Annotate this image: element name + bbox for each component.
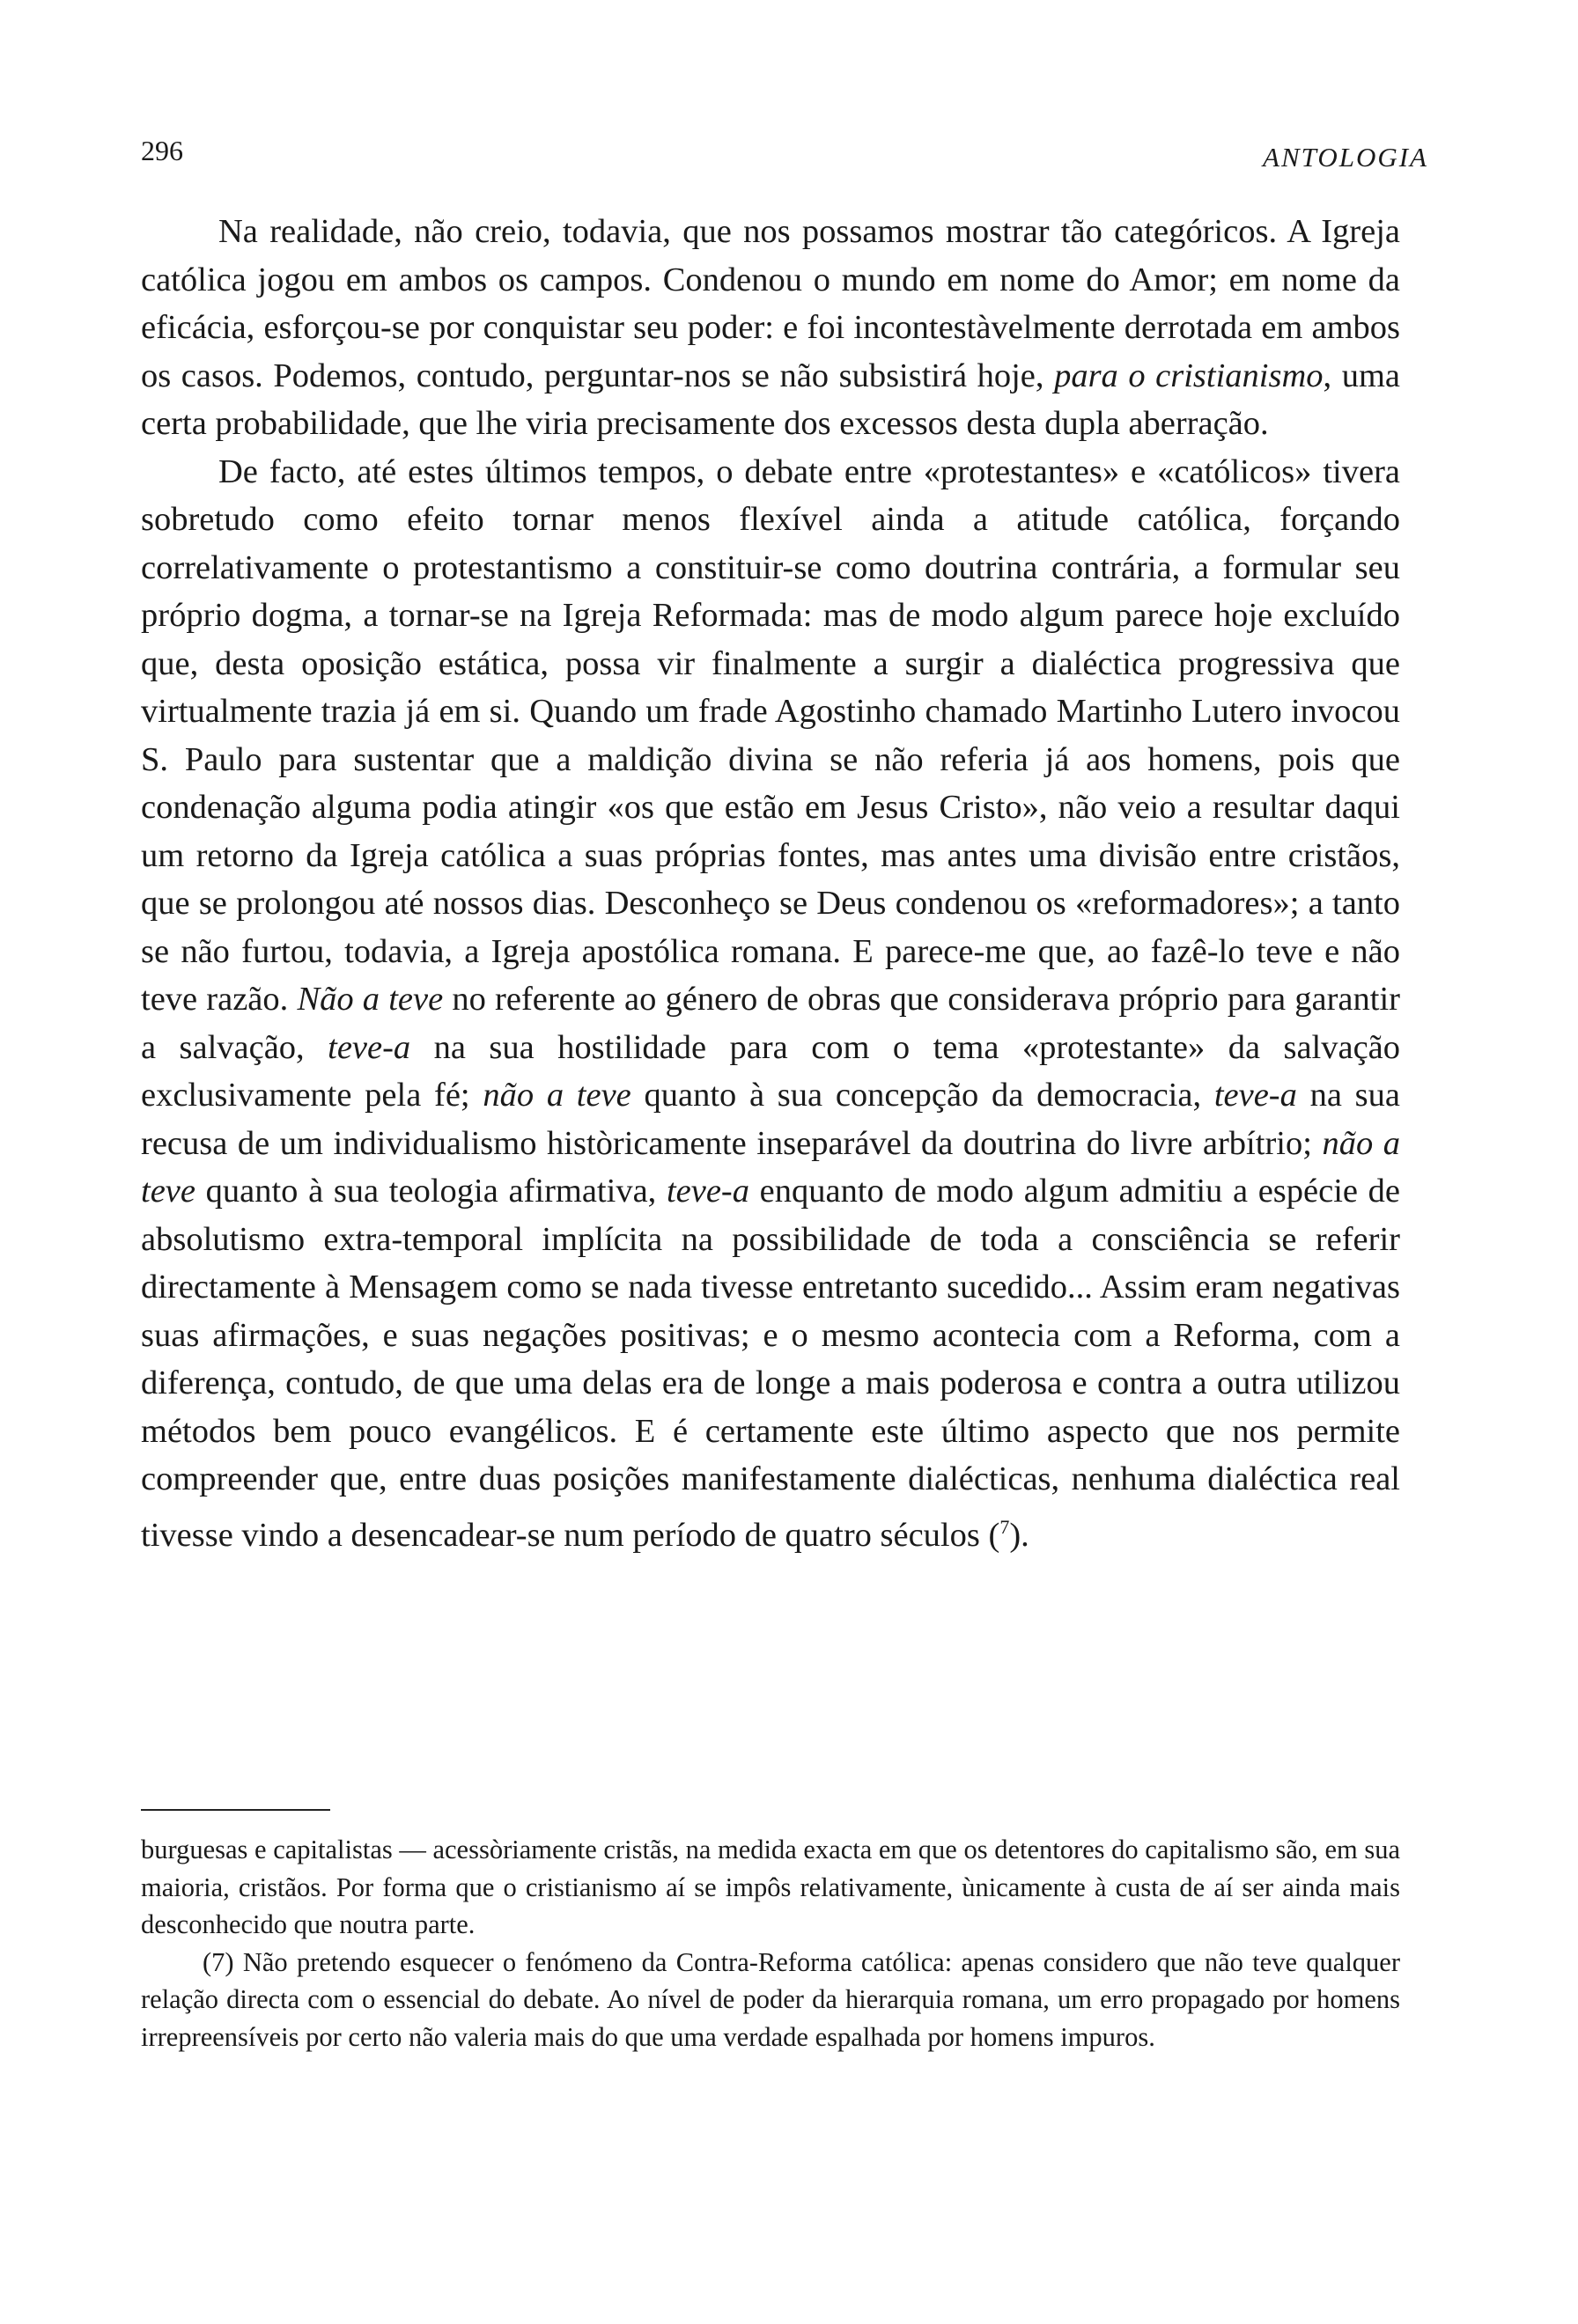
text-run: quanto à sua concepção da democracia, <box>630 1077 1214 1114</box>
italic-run: não a teve <box>483 1077 631 1114</box>
footnote-7-marker: (7) <box>203 1946 234 1977</box>
text-run: na sua recusa de um individualismo històricamente inseparável da doutrina do livre arbítrio; <box>141 1077 1400 1162</box>
text-run: ). <box>1009 1516 1029 1554</box>
italic-run: para o cristianismo <box>1054 357 1324 394</box>
running-title: ANTOLOGIA <box>1263 142 1428 173</box>
italic-run: não a teve <box>141 1124 1401 1210</box>
footnote-divider <box>141 1809 330 1811</box>
text-run: Na realidade, não creio, todavia, que nos possamos mostrar tão categóricos. A Igreja católica jogou em ambos os campos. Condenou o mundo em nome do Amor; em nome da eficácia, esforçou-se por conquistar seu poder: e foi incontestàvelmente derrotada em ambos os casos. Podemos, contudo, perguntar-nos se não subsistirá hoje, <box>141 213 1400 394</box>
running-head <box>141 129 1428 173</box>
footnotes <box>141 1831 1400 2056</box>
footnote-reference: 7 <box>999 1515 1010 1538</box>
text-run: na sua hostilidade para com o tema «protestante» da salvação exclusivamente pela fé; <box>141 1028 1401 1114</box>
footnote-continued: burguesas e capitalistas — acessòriamente cristãs, na medida exacta em que os detentores do capitalismo são, em sua maioria, cristãos. Por forma que o cristianismo aí se impôs relativamente, ùnicamente à custa de aí ser ainda mais desconhecido que noutra parte. <box>141 1835 1400 1939</box>
text-run: no referente ao género de obras que considerava próprio para garantir a salvação, <box>141 981 1400 1066</box>
italic-run: teve-a <box>328 1028 411 1066</box>
page-number: 296 <box>141 135 183 166</box>
main-text <box>141 208 1400 1559</box>
italic-run: Não a teve <box>297 981 444 1018</box>
paragraph-2 <box>141 448 1400 1559</box>
text-run: , uma certa probabilidade, que lhe viria precisamente dos excessos desta dupla aberração. <box>141 357 1400 442</box>
paragraph-1 <box>141 208 1400 448</box>
italic-run: teve-a <box>1213 1077 1297 1114</box>
footnote-7 <box>141 1944 1400 2056</box>
text-run: enquanto de modo algum admitiu a espécie de absolutismo extra-temporal implícita na possibilidade de toda a consciência se referir directamente à Mensagem como se nada tivesse entretanto sucedido... Assim eram negativas suas afirmações, e suas negações positivas; e o mesmo acontecia com a Reforma, com a diferença, contudo, de que uma delas era de longe a mais poderosa e contra a outra utilizou métodos bem pouco evangélicos. E é certamente este último aspecto que nos permite compreender que, entre duas posições manifestamente dialécticas, nenhuma dialéctica real tivesse vindo a desencadear-se num período de quatro séculos ( <box>141 1173 1400 1554</box>
footnote-7-text: Não pretendo esquecer o fenómeno da Contra-Reforma católica: apenas considero que não teve qualquer relação directa com o essencial do debate. Ao nível de poder da hierarquia romana, um erro propagado por homens irrepreensíveis por certo não valeria mais do que uma verdade espalhada por homens impuros. <box>141 1946 1400 2052</box>
italic-run: teve-a <box>666 1173 749 1210</box>
text-run: De facto, até estes últimos tempos, o debate entre «protestantes» e «católicos» tivera sobretudo como efeito tornar menos flexível ainda a atitude católica, forçando correlativamente o protestantismo a constituir-se como doutrina contrária, a formular seu próprio dogma, a tornar-se na Igreja Reformada: mas de modo algum parece hoje excluído que, desta oposição estática, possa vir finalmente a surgir a dialéctica progressiva que virtualmente trazia já em si. Quando um frade Agostinho chamado Martinho Lutero invocou S. Paulo para sustentar que a maldição divina se não referia já aos homens, pois que condenação alguma podia atingir «os que estão em Jesus Cristo», não veio a resultar daqui um retorno da Igreja católica a suas próprias fontes, mas antes uma divisão entre cristãos, que se prolongou até nossos dias. Desconheço se Deus condenou os «reformadores»; a tanto se não furtou, todavia, a Igreja apostólica romana. E parece-me que, ao fazê-lo teve e não teve razão. <box>141 452 1400 1018</box>
text-run: quanto à sua teologia afirmativa, <box>195 1173 667 1210</box>
